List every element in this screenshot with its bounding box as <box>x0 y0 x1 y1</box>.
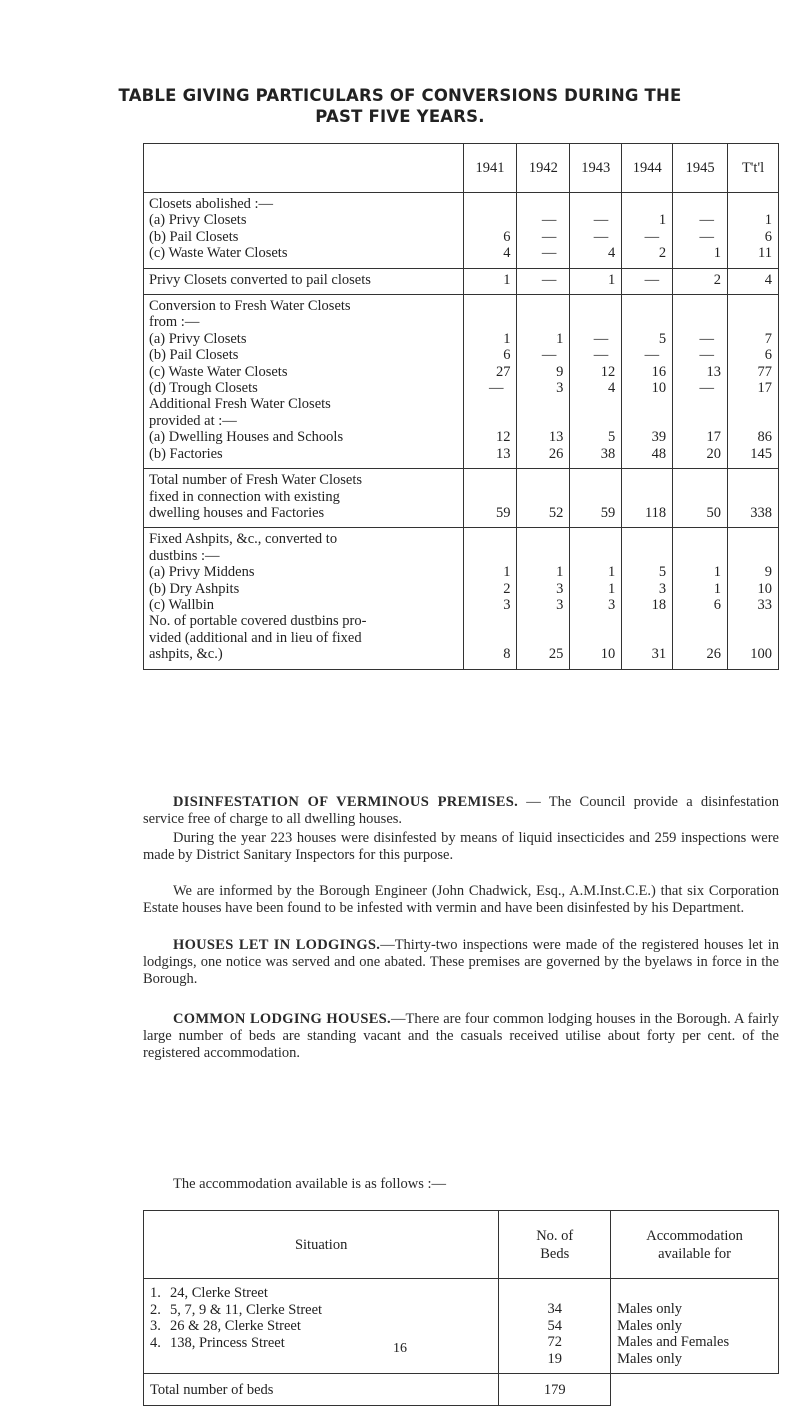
cell-value: — <box>593 212 609 229</box>
cell-value: 11 <box>758 245 772 262</box>
value-column <box>622 295 673 469</box>
cell-value <box>522 630 563 646</box>
value-column <box>728 268 779 294</box>
cell-value <box>627 472 666 488</box>
value-column <box>463 268 517 294</box>
row-label: Privy Closets converted to pail closets <box>149 271 371 288</box>
header-accommodation-line: Accommodation <box>646 1227 743 1244</box>
value-column <box>622 469 673 528</box>
lodging-bed-count: 72 <box>547 1334 562 1351</box>
cell-value <box>522 413 563 429</box>
during-year-text: During the year 223 houses were disinfested by means of liquid insecticides and 259 inspections were made by District Sanitary Inspectors for this purpose. <box>143 830 779 863</box>
section-row <box>144 193 779 269</box>
cell-value: 1 <box>503 330 511 347</box>
cell-value: 1 <box>713 564 722 581</box>
cell-value: 26 <box>706 646 722 663</box>
value-column <box>728 295 779 469</box>
cell-value: 2 <box>713 271 722 288</box>
section-label <box>144 528 464 669</box>
lodging-beds <box>499 1279 611 1374</box>
cell-value: 7 <box>764 330 772 347</box>
value-column <box>570 193 622 269</box>
lodging-situation <box>150 1285 492 1302</box>
cell-value: — <box>699 228 715 245</box>
cell-value: — <box>644 271 660 288</box>
lodging-total-row <box>144 1374 779 1406</box>
header-accommodation-line: available for <box>658 1245 731 1262</box>
cell-value: 5 <box>658 330 667 347</box>
cell-value <box>575 472 615 488</box>
conversions-body <box>144 193 779 670</box>
header-year: 1944 <box>622 144 673 193</box>
header-year: 1941 <box>463 144 517 193</box>
cell-value: — <box>593 347 609 364</box>
total-beds: 179 <box>499 1374 611 1406</box>
cell-value: 26 <box>548 445 564 462</box>
value-column <box>463 469 517 528</box>
value-column <box>728 469 779 528</box>
cell-value <box>575 613 615 629</box>
header-situation: Situation <box>144 1211 499 1279</box>
header-total: T't'l <box>728 144 779 193</box>
lodging-address: 138, Princess Street <box>170 1334 285 1351</box>
cell-value <box>733 314 772 330</box>
accommodation-intro-text: The accommodation available is as follows :— <box>173 1176 447 1192</box>
disinfestation-text: — The Council provide a disinfestation service free of charge to all dwelling houses. <box>143 794 780 827</box>
lodging-bed-count: 54 <box>547 1317 562 1334</box>
cell-value <box>522 298 563 314</box>
cell-value: 13 <box>706 363 722 380</box>
cell-value <box>678 472 721 488</box>
cell-value: 5 <box>658 564 667 581</box>
disinfestation-paragraph <box>143 794 779 828</box>
cell-value: 17 <box>706 429 722 446</box>
section-label <box>144 268 464 294</box>
cell-value: 39 <box>651 429 667 446</box>
cell-value: 16 <box>651 363 667 380</box>
cell-value: 1 <box>713 580 722 597</box>
cell-value <box>575 196 615 212</box>
value-column <box>517 268 570 294</box>
lodging-available-for: Males and Females <box>617 1334 730 1351</box>
cell-value: 38 <box>600 445 616 462</box>
row-label: from :— <box>149 314 200 331</box>
title-line-2: PAST FIVE YEARS. <box>315 107 485 126</box>
row-label: provided at :— <box>149 412 237 429</box>
cell-value: 9 <box>556 363 564 380</box>
row-label: (b) Dry Ashpits <box>149 580 240 597</box>
cell-value <box>733 489 772 505</box>
cell-value <box>575 489 615 505</box>
cell-value: 52 <box>548 504 564 521</box>
cell-value <box>627 531 666 547</box>
row-label: Total number of Fresh Water Closets <box>149 472 362 489</box>
row-label: (c) Wallbin <box>149 596 215 613</box>
row-label: (d) Trough Closets <box>149 380 258 397</box>
cell-value: — <box>541 271 557 288</box>
cell-value: 4 <box>608 245 616 262</box>
cell-value <box>522 472 563 488</box>
row-label: No. of portable covered dustbins pro- <box>149 613 367 630</box>
row-label: Closets abolished :— <box>149 196 274 212</box>
cell-value: — <box>644 347 660 364</box>
section-row <box>144 268 779 294</box>
title-line-1: TABLE GIVING PARTICULARS OF CONVERSIONS DURING THE <box>118 86 682 105</box>
cell-value <box>575 314 615 330</box>
cell-value <box>469 298 511 314</box>
cell-value: 3 <box>556 380 564 397</box>
cell-value <box>522 397 563 413</box>
row-label: (b) Pail Closets <box>149 228 239 245</box>
header-year: 1943 <box>570 144 622 193</box>
lodging-number: 4. <box>150 1334 161 1351</box>
row-label: ashpits, &c.) <box>149 646 223 663</box>
row-label: dustbins :— <box>149 547 220 564</box>
value-column <box>673 193 728 269</box>
lodging-number: 1. <box>150 1285 161 1301</box>
section-label <box>144 469 464 528</box>
total-label: Total number of beds <box>144 1374 499 1406</box>
cell-value: 25 <box>548 646 564 663</box>
cell-value: — <box>541 245 557 262</box>
cell-value: 118 <box>644 504 667 521</box>
cell-value: 12 <box>495 429 511 446</box>
cell-value: 27 <box>495 363 511 380</box>
cell-value: 6 <box>764 228 772 245</box>
cell-value: 4 <box>503 245 511 262</box>
disinfestation-heading: DISINFESTATION OF VERMINOUS PREMISES. <box>173 794 519 810</box>
cell-value: 3 <box>503 596 511 613</box>
cell-value: 13 <box>548 429 564 446</box>
total-blank <box>611 1374 779 1406</box>
cell-value: 9 <box>764 564 772 581</box>
row-label: (a) Privy Closets <box>149 212 247 229</box>
cell-value: 6 <box>713 596 722 613</box>
cell-value: 48 <box>651 445 667 462</box>
row-label: Additional Fresh Water Closets <box>149 396 331 413</box>
row-label: vided (additional and in lieu of fixed <box>149 629 362 646</box>
cell-value: 59 <box>495 504 511 521</box>
row-label: Conversion to Fresh Water Closets <box>149 298 351 315</box>
cell-value: 1 <box>556 564 564 581</box>
cell-value <box>627 298 666 314</box>
cell-value <box>522 613 563 629</box>
value-column <box>517 295 570 469</box>
cell-value <box>627 196 666 212</box>
cell-value <box>575 630 615 646</box>
cell-value <box>522 548 563 564</box>
cell-value: 18 <box>651 596 667 613</box>
cell-value <box>627 314 666 330</box>
cell-value: 6 <box>503 347 511 364</box>
cell-value: 5 <box>608 429 616 446</box>
row-label: (c) Waste Water Closets <box>149 363 288 380</box>
cell-value <box>469 489 511 505</box>
cell-value <box>627 397 666 413</box>
cell-value: 1 <box>658 212 667 229</box>
page-number: 16 <box>393 1341 407 1356</box>
engineer-paragraph <box>143 883 779 917</box>
cell-value <box>469 397 511 413</box>
lodging-address: 26 & 28, Clerke Street <box>170 1318 301 1335</box>
cell-value <box>575 397 615 413</box>
cell-value: — <box>593 228 609 245</box>
engineer-text: We are informed by the Borough Engineer (John Chadwick, Esq., A.M.Inst.C.E.) that six Corporation Estate houses have been found to be infested with vermin and have been disinfested by his Department. <box>143 883 779 916</box>
common-lodging-heading: COMMON LODGING HOUSES. <box>173 1011 391 1027</box>
row-label: dwelling houses and Factories <box>149 504 325 521</box>
cell-value <box>469 413 511 429</box>
header-beds-line: Beds <box>540 1245 570 1262</box>
page-title <box>0 85 800 127</box>
cell-value <box>733 472 772 488</box>
lodging-header-row <box>144 1211 779 1279</box>
lodging-houses-table <box>143 1210 779 1406</box>
cell-value: 20 <box>706 445 722 462</box>
header-year: 1942 <box>517 144 570 193</box>
cell-value: — <box>699 347 715 364</box>
cell-value <box>627 548 666 564</box>
value-column <box>517 193 570 269</box>
cell-value: 2 <box>658 245 667 262</box>
cell-value <box>678 630 721 646</box>
value-column <box>728 193 779 269</box>
cell-value <box>733 298 772 314</box>
section-row <box>144 295 779 469</box>
value-column <box>570 295 622 469</box>
houses-let-text: —Thirty-two inspections were made of the registered houses let in lodgings, one notice was served and one abated. These premises are governed by the byelaws in force in the Borough. <box>143 937 779 987</box>
cell-value: 86 <box>757 429 772 446</box>
value-column <box>673 469 728 528</box>
cell-value <box>575 548 615 564</box>
conversions-table <box>143 143 779 670</box>
cell-value: 1 <box>764 212 772 229</box>
cell-value: 8 <box>503 646 511 663</box>
cell-value: 1 <box>713 245 722 262</box>
lodging-bed-count: 19 <box>547 1350 562 1367</box>
value-column <box>622 268 673 294</box>
lodging-available-for: Males only <box>617 1350 682 1367</box>
cell-value <box>733 531 772 547</box>
cell-value: 31 <box>651 646 667 663</box>
conversions-header-row <box>144 144 779 193</box>
houses-let-heading: HOUSES LET IN LODGINGS. <box>173 937 381 953</box>
lodging-situation <box>150 1302 492 1319</box>
row-label: fixed in connection with existing <box>149 488 340 505</box>
value-column <box>570 528 622 669</box>
cell-value <box>733 196 772 212</box>
header-beds <box>499 1211 611 1279</box>
cell-value: — <box>541 212 557 229</box>
cell-value: — <box>593 330 609 347</box>
row-label: (a) Dwelling Houses and Schools <box>149 429 344 446</box>
cell-value: 100 <box>750 646 772 663</box>
cell-value: 17 <box>757 380 772 397</box>
value-column <box>673 295 728 469</box>
cell-value: — <box>644 228 660 245</box>
section-label <box>144 193 464 269</box>
cell-value <box>678 397 721 413</box>
cell-value <box>733 548 772 564</box>
header-blank <box>144 144 464 193</box>
header-accommodation <box>611 1211 779 1279</box>
lodging-address: 24, Clerke Street <box>170 1285 268 1301</box>
cell-value: — <box>541 347 557 364</box>
cell-value: 10 <box>757 580 772 597</box>
cell-value: 1 <box>503 271 511 288</box>
cell-value: 2 <box>503 580 511 597</box>
cell-value <box>678 298 721 314</box>
value-column <box>622 193 673 269</box>
cell-value: — <box>541 228 557 245</box>
row-label: (a) Privy Middens <box>149 564 255 581</box>
cell-value <box>575 298 615 314</box>
cell-value: 1 <box>608 564 616 581</box>
value-column <box>673 528 728 669</box>
value-column <box>622 528 673 669</box>
header-beds-line: No. of <box>536 1227 574 1244</box>
header-year: 1945 <box>673 144 728 193</box>
cell-value: 3 <box>556 596 564 613</box>
cell-value <box>733 397 772 413</box>
cell-value <box>522 531 563 547</box>
cell-value: 77 <box>757 363 772 380</box>
row-label: (a) Privy Closets <box>149 330 247 347</box>
cell-value <box>469 613 511 629</box>
cell-value: 6 <box>503 228 511 245</box>
lodging-bed-count: 34 <box>547 1301 562 1317</box>
value-column <box>570 268 622 294</box>
value-column <box>463 193 517 269</box>
cell-value <box>575 413 615 429</box>
cell-value <box>678 489 721 505</box>
lodging-number: 2. <box>150 1301 161 1318</box>
lodging-address: 5, 7, 9 & 11, Clerke Street <box>170 1301 323 1318</box>
row-label: (c) Waste Water Closets <box>149 245 288 262</box>
cell-value <box>678 314 721 330</box>
cell-value <box>733 413 772 429</box>
cell-value <box>627 413 666 429</box>
lodging-number: 3. <box>150 1318 161 1335</box>
cell-value: — <box>699 212 715 229</box>
section-row <box>144 469 779 528</box>
cell-value: 13 <box>495 445 511 462</box>
houses-let-paragraph <box>143 937 779 987</box>
row-label: Fixed Ashpits, &c., converted to <box>149 531 338 548</box>
section-label <box>144 295 464 469</box>
cell-value <box>678 413 721 429</box>
cell-value: 10 <box>600 646 616 663</box>
lodging-availability <box>611 1279 779 1374</box>
cell-value <box>469 548 511 564</box>
cell-value: — <box>699 330 715 347</box>
common-lodging-text: —There are four common lodging houses in the Borough. A fairly large number of beds are standing vacant and the casuals received utilise about forty per cent. of the registered accommodation. <box>143 1011 779 1061</box>
cell-value <box>733 630 772 646</box>
cell-value: 3 <box>556 580 564 597</box>
cell-value: 1 <box>503 564 511 581</box>
cell-value: 10 <box>651 380 667 397</box>
cell-value: 338 <box>750 504 772 521</box>
cell-value: 33 <box>757 596 772 613</box>
value-column <box>517 469 570 528</box>
cell-value: 59 <box>600 504 616 521</box>
cell-value <box>733 613 772 629</box>
cell-value <box>627 489 666 505</box>
cell-value: 1 <box>608 271 616 288</box>
cell-value: 1 <box>608 580 616 597</box>
cell-value <box>469 212 511 228</box>
cell-value: 12 <box>600 363 616 380</box>
value-column <box>570 469 622 528</box>
cell-value <box>469 314 511 330</box>
cell-value: 1 <box>556 330 564 347</box>
row-label: (b) Factories <box>149 445 223 462</box>
cell-value <box>678 613 721 629</box>
cell-value: 4 <box>608 380 616 397</box>
cell-value: 50 <box>706 504 722 521</box>
cell-value <box>469 472 511 488</box>
lodging-situation <box>150 1318 492 1335</box>
cell-value: 3 <box>608 596 616 613</box>
common-lodging-paragraph <box>143 1011 779 1061</box>
cell-value: — <box>699 380 715 397</box>
cell-value: 3 <box>658 580 667 597</box>
cell-value <box>627 630 666 646</box>
lodging-rows <box>144 1279 779 1374</box>
cell-value <box>678 531 721 547</box>
cell-value: 4 <box>764 271 772 288</box>
accommodation-intro <box>143 1176 779 1193</box>
value-column <box>463 528 517 669</box>
cell-value <box>678 548 721 564</box>
value-column <box>517 528 570 669</box>
cell-value <box>469 630 511 646</box>
during-year-paragraph <box>143 830 779 864</box>
lodging-available-for: Males only <box>617 1301 682 1317</box>
value-column <box>673 268 728 294</box>
cell-value: 145 <box>750 445 772 462</box>
cell-value <box>469 531 511 547</box>
row-label: (b) Pail Closets <box>149 347 239 364</box>
cell-value <box>469 196 511 212</box>
value-column <box>463 295 517 469</box>
cell-value <box>522 314 563 330</box>
cell-value <box>627 613 666 629</box>
cell-value <box>522 489 563 505</box>
cell-value: 6 <box>764 347 772 364</box>
cell-value <box>575 531 615 547</box>
lodging-available-for: Males only <box>617 1317 682 1334</box>
cell-value <box>522 196 563 212</box>
value-column <box>728 528 779 669</box>
section-row <box>144 528 779 669</box>
cell-value: — <box>488 380 504 397</box>
cell-value <box>678 196 721 212</box>
lodging-situations <box>144 1279 499 1374</box>
